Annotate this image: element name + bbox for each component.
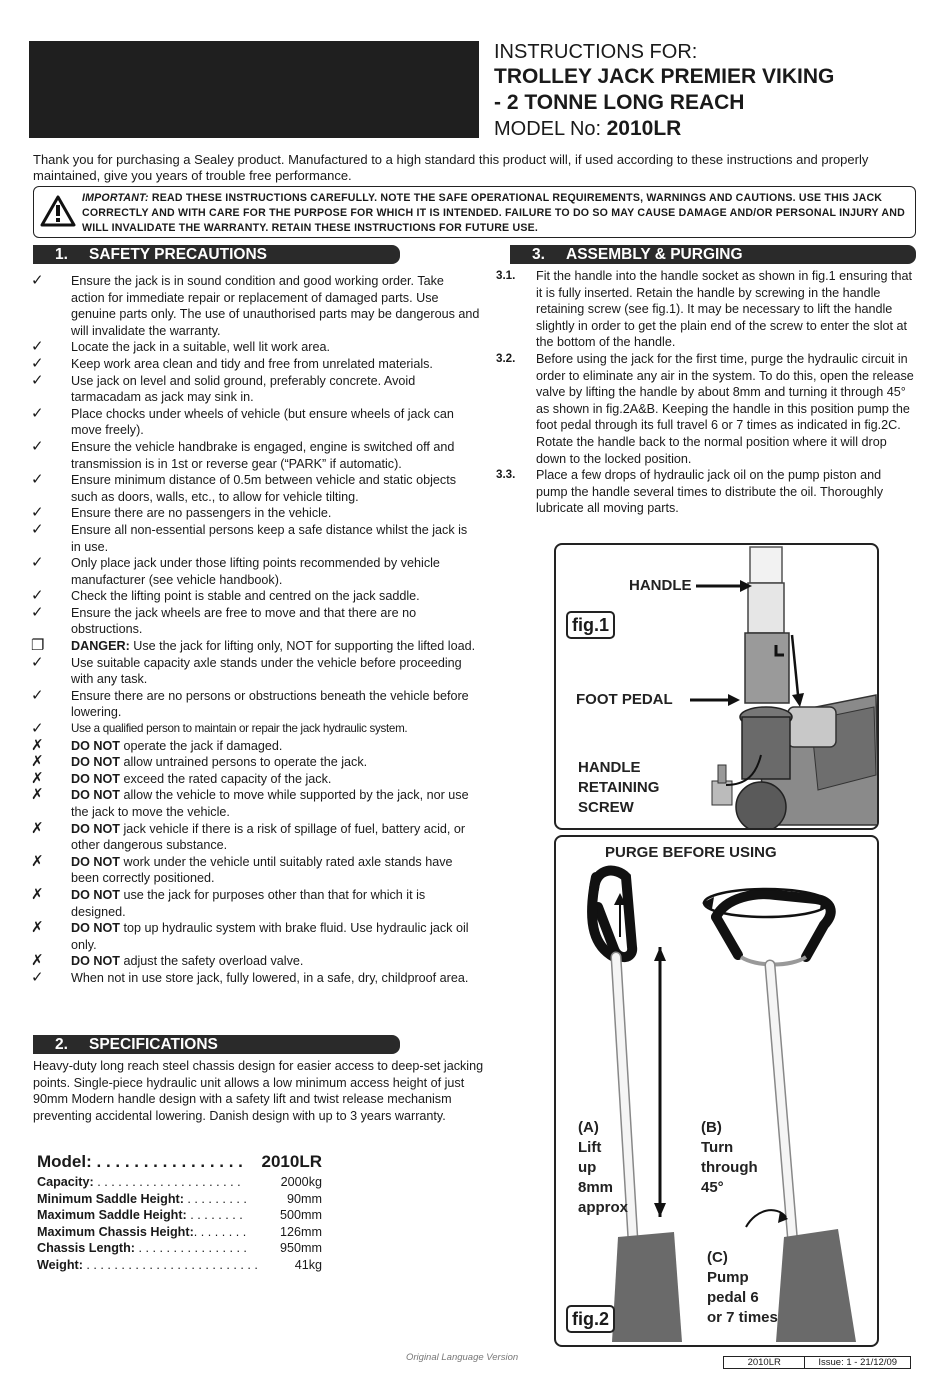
precaution-bold: DO NOT <box>71 954 120 969</box>
precaution-text <box>71 771 480 788</box>
precaution-bold: DANGER: <box>71 639 130 654</box>
title-block <box>494 40 934 142</box>
step-number <box>496 434 536 467</box>
spec-label: Maximum Chassis Height: <box>37 1224 194 1239</box>
step-text: Rotate the handle back to the normal position where it will drop down to the locked position. <box>536 434 887 466</box>
footer-model: 2010LR <box>747 1357 781 1368</box>
fig2-step-c <box>707 1248 778 1328</box>
precaution-text <box>71 505 480 522</box>
precaution-item <box>30 605 480 638</box>
spec-leader-dots: . . . . . . . . . . . . . . . . . . . . . <box>93 1175 241 1189</box>
precaution-item <box>30 339 480 356</box>
check-icon: ✓ <box>31 471 44 489</box>
precaution-body: adjust the safety overload valve. <box>119 954 304 969</box>
spec-row <box>37 1207 322 1224</box>
check-icon: ✓ <box>31 354 44 372</box>
cross-icon: ✗ <box>31 819 44 837</box>
model-label: MODEL No: <box>494 118 607 140</box>
spec-row <box>37 1240 322 1257</box>
spec-row <box>37 1224 322 1241</box>
fig2-line: (C) <box>707 1249 728 1266</box>
precaution-item <box>30 970 480 987</box>
spec-label: Minimum Saddle Height: <box>37 1191 184 1206</box>
precaution-text <box>71 970 480 987</box>
precaution-item <box>30 754 480 771</box>
fig2-line: approx <box>578 1199 629 1216</box>
cross-icon: ✗ <box>31 786 44 804</box>
precaution-bold: DO NOT <box>71 887 120 902</box>
precaution-item <box>30 920 480 953</box>
precaution-text <box>71 655 480 688</box>
spec-label-group <box>37 1224 246 1241</box>
precaution-text <box>71 638 480 655</box>
step-number: 3.1. <box>496 269 516 282</box>
precaution-item <box>30 588 480 605</box>
precaution-body: work under the vehicle until suitably rated axle stands have been correctly positioned. <box>71 854 453 886</box>
check-icon: ✓ <box>31 603 44 621</box>
precaution-item <box>30 655 480 688</box>
model-number <box>494 116 934 142</box>
precaution-body: Ensure the jack is in sound condition and good working order. Take action for immediate repair or replacement of damaged parts. Use genuine parts only. The use of unauthorised parts may be dangerous and will invalidate the warranty. <box>71 274 480 338</box>
precaution-body: exceed the rated capacity of the jack. <box>119 771 332 786</box>
precaution-text <box>71 821 480 854</box>
precaution-bold: DO NOT <box>71 771 120 786</box>
precaution-item <box>30 688 480 721</box>
fig2-line: or 7 times <box>707 1309 778 1326</box>
precaution-text <box>71 754 480 771</box>
fig2-label: fig.2 <box>566 1305 615 1333</box>
spec-model-label: Model: . . . . . . . . . . . . . . . . <box>37 1152 243 1171</box>
safety-precautions-list <box>30 273 480 987</box>
check-icon: ✓ <box>31 686 44 704</box>
precaution-item <box>30 887 480 920</box>
header-black-panel <box>29 41 479 138</box>
step-number: 3.2. <box>496 351 516 365</box>
check-icon: ✓ <box>31 587 44 605</box>
precaution-text <box>71 555 480 588</box>
fig2-step-b <box>701 1118 758 1198</box>
precaution-bold: DO NOT <box>71 738 120 753</box>
precaution-text <box>71 273 480 339</box>
check-icon: ✓ <box>31 338 44 356</box>
specifications-table <box>37 1152 322 1274</box>
check-icon: ✓ <box>31 371 44 389</box>
section-header-safety <box>33 245 400 264</box>
spec-row <box>37 1174 322 1191</box>
figure-2-purge <box>554 835 879 1347</box>
section-header-assembly <box>510 245 916 264</box>
spec-leader-dots: . . . . . . . . <box>186 1208 243 1223</box>
spec-model-row <box>37 1152 322 1172</box>
precaution-body: When not in use store jack, fully lowered, in a safe, dry, childproof area. <box>71 970 469 985</box>
precaution-text <box>71 854 480 887</box>
spec-label: Capacity: <box>37 1175 94 1189</box>
precaution-text <box>71 605 480 638</box>
footer-language-note: Original Language Version <box>406 1352 519 1363</box>
precaution-text <box>71 920 480 953</box>
footer-issue: Issue: 1 - 21/12/09 <box>804 1357 910 1368</box>
section-title: SAFETY PRECAUTIONS <box>89 246 267 263</box>
precaution-text <box>71 439 480 472</box>
precaution-body: Use jack on level and solid ground, preferably concrete. Avoid tarmacadam as jack may sink in. <box>71 373 416 405</box>
precaution-body: operate the jack if damaged. <box>119 738 283 753</box>
specifications-description: Heavy-duty long reach steel chassis design for easier access to deep-set jacking points. Single-piece hydraulic unit allows a low minimum access height of just 90mm Modern handle design with a safety lift and twist release mechanism preventing accidental lowering. Danish design with up to 3 years warranty. <box>33 1059 484 1123</box>
check-icon: ✓ <box>31 272 44 289</box>
figure-1-handle-fitting <box>554 543 879 830</box>
spec-label-group <box>37 1191 247 1208</box>
product-title-line1: TROLLEY JACK PREMIER VIKING <box>494 65 835 88</box>
foot-pedal-shape <box>788 707 836 747</box>
precaution-item <box>30 953 480 970</box>
precaution-body: Check the lifting point is stable and centred on the jack saddle. <box>71 589 420 604</box>
step-number: 3.3. <box>496 468 516 482</box>
precaution-text <box>71 787 480 820</box>
precaution-body: Ensure the jack wheels are free to move and that there are no obstructions. <box>71 605 417 637</box>
fig2-line: (B) <box>701 1119 722 1136</box>
precaution-text <box>71 472 480 505</box>
check-icon: ✓ <box>31 968 44 986</box>
precaution-item <box>30 854 480 887</box>
cross-icon: ✗ <box>31 769 44 787</box>
fig2-line: 8mm <box>578 1179 614 1196</box>
precaution-text <box>71 688 480 721</box>
precaution-text <box>71 588 480 605</box>
precaution-body: jack vehicle if there is a risk of spillage of fuel, battery acid, or other dangerous substance. <box>71 821 466 853</box>
spec-row <box>37 1191 322 1208</box>
section-header-specifications <box>33 1035 400 1054</box>
precaution-text <box>71 953 480 970</box>
cross-icon: ✗ <box>31 952 44 970</box>
section-title: SPECIFICATIONS <box>89 1036 218 1053</box>
spec-label: Chassis Length: <box>37 1241 135 1256</box>
cross-icon: ✗ <box>31 885 44 903</box>
precaution-body: Place chocks under wheels of vehicle (but ensure wheels of jack can move freely). <box>71 406 454 438</box>
warning-text <box>82 191 905 236</box>
precaution-item <box>30 721 480 738</box>
spec-value: 126mm <box>280 1224 322 1239</box>
precaution-bold: DO NOT <box>71 854 120 869</box>
spec-leader-dots: . . . . . . . . <box>193 1224 247 1239</box>
check-icon: ✓ <box>31 404 44 422</box>
fig2-line: pedal 6 <box>707 1289 759 1306</box>
precaution-item <box>30 373 480 406</box>
check-icon: ✓ <box>31 720 44 738</box>
warning-triangle-icon <box>40 195 76 227</box>
fig1-screw-label-line1: HANDLE <box>578 759 641 776</box>
spec-leader-dots: . . . . . . . . . <box>183 1191 247 1206</box>
spec-label-group <box>37 1174 241 1191</box>
spec-label: Maximum Saddle Height: <box>37 1208 187 1223</box>
cross-icon: ✗ <box>31 852 44 870</box>
fig1-screw-label-line3: SCREW <box>578 799 634 816</box>
precaution-body: Ensure there are no passengers in the vehicle. <box>71 506 332 521</box>
fig2-line: Turn <box>701 1139 734 1156</box>
precaution-item <box>30 787 480 820</box>
assembly-steps-list <box>496 268 916 517</box>
fig2-line: up <box>578 1159 597 1176</box>
cross-icon: ✗ <box>31 736 44 754</box>
section-number: 3. <box>532 246 545 263</box>
check-icon: ✓ <box>31 437 44 455</box>
spec-label-group <box>37 1240 247 1257</box>
spec-model-value: 2010LR <box>261 1152 322 1171</box>
check-icon: ✓ <box>31 554 44 572</box>
precaution-text <box>71 721 480 738</box>
precaution-text <box>71 887 480 920</box>
precaution-body: Ensure all non-essential persons keep a safe distance whilst the jack is in use. <box>71 522 468 554</box>
title-prefix: INSTRUCTIONS FOR: <box>494 41 698 63</box>
fig2-line: Lift <box>578 1139 602 1156</box>
precaution-item <box>30 406 480 439</box>
precaution-text <box>71 339 480 356</box>
spec-label-group <box>37 1257 258 1274</box>
step-text: Fit the handle into the handle socket as shown in fig.1 ensuring that it is fully inserted. Retain the handle by screwing in the handle retaining screw (see fig.1). It may be necessary to lift the handle slightly in order to get the plain end of the screw to enter the slot at the bottom of the handle. <box>536 269 912 350</box>
precaution-text <box>71 738 480 755</box>
spec-leader-dots: . . . . . . . . . . . . . . . . . . . . . . . . . <box>82 1257 258 1272</box>
precaution-item <box>30 472 480 505</box>
precaution-item <box>30 821 480 854</box>
product-title-line2: - 2 TONNE LONG REACH <box>494 91 745 114</box>
section-number: 2. <box>55 1036 68 1053</box>
important-warning-box <box>33 186 916 238</box>
assembly-step <box>496 351 916 434</box>
precaution-item <box>30 273 480 339</box>
precaution-item <box>30 638 480 655</box>
fig1-screw-label-line2: RETAINING <box>578 779 660 796</box>
precaution-body: Use a qualified person to maintain or repair the jack hydraulic system. <box>71 722 408 736</box>
warning-lead: IMPORTANT: <box>82 192 149 204</box>
assembly-step <box>496 467 916 517</box>
precaution-body: Only place jack under those lifting points recommended by vehicle manufacturer (see vehicle handbook). <box>71 556 440 587</box>
fig2-line: Pump <box>707 1269 749 1286</box>
spec-leader-dots: . . . . . . . . . . . . . . . . <box>134 1241 247 1256</box>
spec-label: Weight: <box>37 1257 83 1272</box>
precaution-body: Use suitable capacity axle stands under the vehicle before proceeding with any task. <box>71 655 462 687</box>
spec-value: 90mm <box>287 1191 322 1206</box>
cross-icon: ✗ <box>31 753 44 771</box>
fig2-title: PURGE BEFORE USING <box>605 844 777 861</box>
check-icon: ✓ <box>31 520 44 538</box>
precaution-bold: DO NOT <box>71 788 120 803</box>
precaution-body: Ensure there are no persons or obstructions beneath the vehicle before lowering. <box>71 688 469 720</box>
step-text: Place a few drops of hydraulic jack oil on the pump piston and pump the handle several times to distribute the oil. Thoroughly lubricate all moving parts. <box>536 468 883 516</box>
intro-text: Thank you for purchasing a Sealey product. Manufactured to a high standard this product will, if used according to these instructions and properly maintained, give you years of trouble free performance. <box>33 152 869 183</box>
assembly-step <box>496 268 916 351</box>
fig2-line: (A) <box>578 1119 599 1136</box>
precaution-item <box>30 522 480 555</box>
precaution-body: use the jack for purposes other than that for which it is designed. <box>71 887 426 919</box>
footer-issue-box <box>723 1356 911 1369</box>
precaution-bold: DO NOT <box>71 755 120 770</box>
spec-row <box>37 1257 322 1274</box>
precaution-body: Keep work area clean and tidy and free from unrelated materials. <box>71 356 433 371</box>
precaution-body: Locate the jack in a suitable, well lit work area. <box>71 340 331 355</box>
precaution-bold: DO NOT <box>71 821 120 836</box>
precaution-item <box>30 738 480 755</box>
spec-value: 41kg <box>294 1257 322 1272</box>
fig1-handle-label: HANDLE <box>629 577 692 594</box>
check-icon: ✓ <box>31 504 44 522</box>
precaution-bold: DO NOT <box>71 921 120 936</box>
precaution-item <box>30 555 480 588</box>
precaution-item <box>30 439 480 472</box>
precaution-text <box>71 356 480 373</box>
precaution-body: Ensure minimum distance of 0.5m between vehicle and static objects such as doors, walls, etc., to allow for vehicle tilting. <box>71 473 457 504</box>
spec-value: 500mm <box>280 1208 322 1223</box>
precaution-item <box>30 505 480 522</box>
check-icon: ✓ <box>31 653 44 671</box>
model-value: 2010LR <box>606 117 682 140</box>
precaution-body: allow the vehicle to move while supported by the jack, nor use the jack to move the vehicle. <box>71 788 469 819</box>
fig1-label: fig.1 <box>566 611 615 639</box>
precaution-body: Ensure the vehicle handbrake is engaged, engine is switched off and transmission is in 1st or reverse gear (“PARK” if automatic). <box>71 439 455 471</box>
step-text: Before using the jack for the first time, purge the hydraulic circuit in order to eliminate any air in the system. To do this, open the release valve by lifting the handle by about 8mm and turning it through 45° as shown in fig.2A&B. Keeping the handle in this position pump the foot pedal through its full travel 6 or 7 times as indicated in fig.2C. <box>536 351 914 433</box>
spec-value: 2000kg <box>280 1175 322 1189</box>
spec-value: 950mm <box>280 1241 322 1256</box>
fig2-line: through <box>701 1159 758 1176</box>
precaution-body: Use the jack for lifting only, NOT for supporting the lifted load. <box>129 639 476 654</box>
spec-label-group <box>37 1207 243 1224</box>
fig2-line: 45° <box>701 1179 724 1196</box>
precaution-body: top up hydraulic system with brake fluid. Use hydraulic jack oil only. <box>71 921 469 952</box>
assembly-step <box>496 434 916 467</box>
precaution-text <box>71 522 480 555</box>
section-number: 1. <box>55 246 68 263</box>
precaution-text <box>71 373 480 406</box>
warning-body: READ THESE INSTRUCTIONS CAREFULLY. NOTE THE SAFE OPERATIONAL REQUIREMENTS, WARNINGS AND CAUTIONS. USE THIS JACK CORRECTLY AND WITH CARE FOR THE PURPOSE FOR WHICH IT IS INTENDED. FAILURE TO DO SO MAY CAUSE DAMAGE AND/OR PERSONAL INJURY AND WILL INVALIDATE THE WARRANTY. RETAIN THESE INSTRUCTIONS FOR FUTURE USE. <box>82 192 905 234</box>
precaution-body: allow untrained persons to operate the jack. <box>119 755 368 770</box>
precaution-text <box>71 406 480 439</box>
precaution-item <box>30 356 480 373</box>
fig2-step-a <box>578 1118 628 1218</box>
cross-icon: ✗ <box>31 919 44 937</box>
section-title: ASSEMBLY & PURGING <box>566 246 743 263</box>
spec-rows <box>37 1174 322 1274</box>
precaution-item <box>30 771 480 788</box>
box-icon: ❐ <box>31 637 45 655</box>
fig1-foot-pedal-label: FOOT PEDAL <box>576 691 673 708</box>
